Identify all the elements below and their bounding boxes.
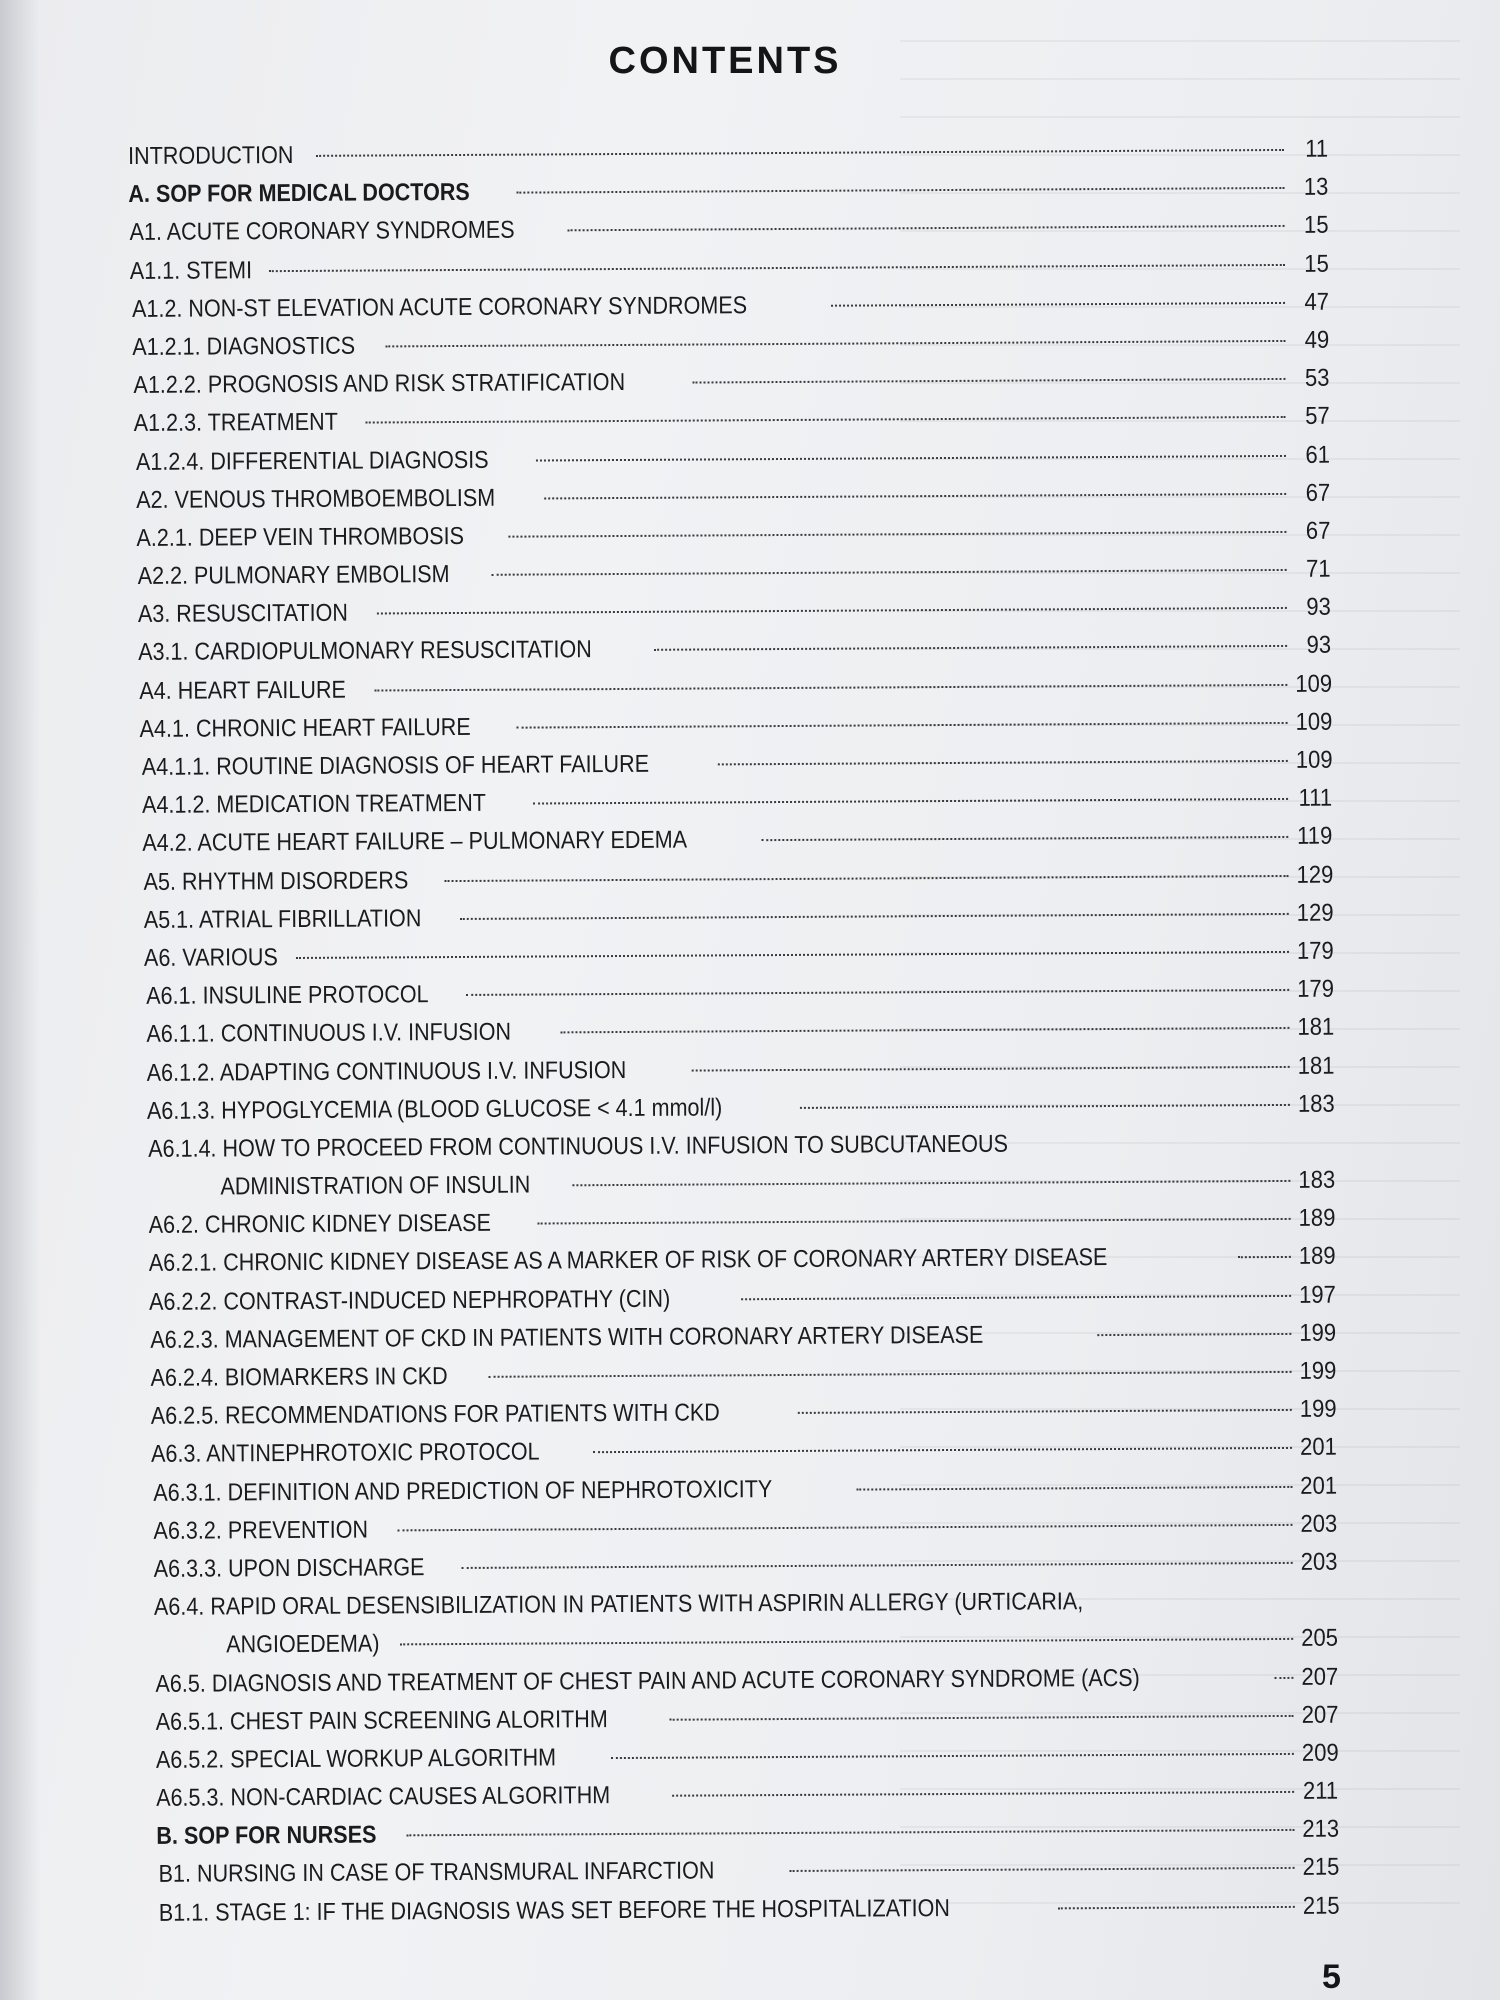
toc-entry-page: 189 xyxy=(1298,1204,1336,1233)
toc-entry-label: B1. NURSING IN CASE OF TRANSMURAL INFARCTION xyxy=(158,1857,715,1889)
toc-entry-page: 15 xyxy=(1304,250,1329,278)
toc-entry-label: A6.1.4. HOW TO PROCEED FROM CONTINUOUS I.V. INFUSION TO SUBCUTANEOUS xyxy=(148,1130,1008,1163)
dot-leader xyxy=(798,1409,1292,1414)
toc-entry-label: A6.4. RAPID ORAL DESENSIBILIZATION IN PATIENTS WITH ASPIRIN ALLERGY (URTICARIA, xyxy=(153,1588,1084,1622)
toc-entry-page: 199 xyxy=(1299,1357,1337,1385)
dot-leader xyxy=(1274,1676,1293,1678)
dot-leader xyxy=(572,1180,1290,1186)
toc-entry-label: INTRODUCTION xyxy=(128,141,294,170)
dot-leader xyxy=(397,1524,1292,1531)
toc-entry-page: 47 xyxy=(1304,288,1330,316)
toc-entry-page: 109 xyxy=(1295,746,1333,774)
toc-entry-label: A2.2. PULMONARY EMBOLISM xyxy=(137,561,450,591)
toc-entry-label: A1.2.4. DIFFERENTIAL DIAGNOSIS xyxy=(135,446,489,476)
dot-leader xyxy=(459,913,1288,920)
dot-leader xyxy=(761,836,1288,841)
dot-leader xyxy=(516,722,1287,729)
toc-entry-page: 215 xyxy=(1302,1892,1340,1920)
dot-leader xyxy=(611,1753,1294,1759)
dot-leader xyxy=(461,1562,1292,1569)
dot-leader xyxy=(445,874,1289,881)
toc-entry-label: A. SOP FOR MEDICAL DOCTORS xyxy=(128,179,470,209)
toc-entry-page: 67 xyxy=(1305,479,1331,507)
toc-entry-label: A4.1.2. MEDICATION TREATMENT xyxy=(141,790,486,820)
page-title: CONTENTS xyxy=(608,40,842,82)
toc-entry-page: 215 xyxy=(1302,1854,1340,1882)
toc-entry-label: A6.3. ANTINEPHROTOXIC PROTOCOL xyxy=(151,1438,541,1469)
dot-leader xyxy=(407,1829,1295,1836)
toc-entry-page: 201 xyxy=(1300,1472,1338,1500)
page-number: 5 xyxy=(1322,1958,1341,1996)
toc-entry-label: A6.1. INSULINE PROTOCOL xyxy=(145,981,429,1011)
toc-entry-page: 207 xyxy=(1301,1663,1339,1691)
dot-leader xyxy=(856,1485,1292,1490)
toc-entry-label: A6.2.5. RECOMMENDATIONS FOR PATIENTS WITH CKD xyxy=(151,1399,721,1431)
dot-leader xyxy=(492,569,1287,576)
toc-entry-label: A6.1.2. ADAPTING CONTINUOUS I.V. INFUSION xyxy=(146,1056,627,1087)
dot-leader xyxy=(800,1104,1290,1109)
toc-entry-page: 109 xyxy=(1295,670,1333,698)
toc-entry-page: 209 xyxy=(1301,1739,1339,1767)
dot-leader xyxy=(691,1065,1289,1071)
dot-leader xyxy=(269,263,1285,271)
toc-entry-label: A1. ACUTE CORONARY SYNDROMES xyxy=(129,217,516,247)
toc-entry-label: A6.1.1. CONTINUOUS I.V. INFUSION xyxy=(145,1018,511,1049)
dot-leader xyxy=(790,1867,1295,1872)
toc-entry-label: A5. RHYTHM DISORDERS xyxy=(143,866,409,896)
toc-entry-page: 199 xyxy=(1299,1319,1337,1347)
toc-entry-label: A1.2.2. PROGNOSIS AND RISK STRATIFICATION xyxy=(133,369,626,400)
toc-entry-label: A3. RESUSCITATION xyxy=(137,599,349,629)
dot-leader xyxy=(718,760,1288,765)
dot-leader xyxy=(508,531,1286,538)
toc-entry-page: 181 xyxy=(1297,1052,1335,1080)
dot-leader xyxy=(489,1371,1292,1378)
toc-entry-page: 129 xyxy=(1296,899,1334,927)
toc-entry-label-continued: ANGIOEDEMA) xyxy=(225,1630,380,1659)
toc-entry-page: 53 xyxy=(1304,364,1330,392)
toc-entry-label: B. SOP FOR NURSES xyxy=(156,1821,377,1851)
toc-entry-label: A6.2.3. MANAGEMENT OF CKD IN PATIENTS WITH CORONARY ARTERY DISEASE xyxy=(150,1321,984,1354)
dot-leader xyxy=(377,607,1287,615)
dot-leader xyxy=(1097,1333,1291,1336)
dot-leader xyxy=(692,378,1285,384)
toc-entry-page: 199 xyxy=(1299,1395,1337,1424)
toc-entry-label: A6.3.1. DEFINITION AND PREDICTION OF NEPHROTOXICITY xyxy=(152,1475,773,1507)
toc-entry-label: A6.5.2. SPECIAL WORKUP ALGORITHM xyxy=(156,1744,557,1774)
toc-entry-label: B1.1. STAGE 1: IF THE DIAGNOSIS WAS SET BEFORE THE HOSPITALIZATION xyxy=(158,1894,950,1927)
toc-entry-label: A1.2.1. DIAGNOSTICS xyxy=(131,332,356,361)
toc-entry-label: A3.1. CARDIOPULMONARY RESUSCITATION xyxy=(138,636,592,667)
toc-entry-label: A2. VENOUS THROMBOEMBOLISM xyxy=(135,484,495,514)
dot-leader xyxy=(536,454,1286,461)
dot-leader xyxy=(385,340,1285,347)
toc-entry-label: A1.2. NON-ST ELEVATION ACUTE CORONARY SYNDROMES xyxy=(131,291,747,323)
dot-leader xyxy=(296,951,1289,959)
toc-entry-page: 181 xyxy=(1297,1013,1335,1042)
toc-entry-label: A1.1. STEMI xyxy=(130,256,253,285)
toc-entry xyxy=(154,1582,1338,1666)
dot-leader xyxy=(533,798,1288,805)
toc-entry-label: A1.2.3. TREATMENT xyxy=(133,409,339,438)
toc-entry-label: A6.5.1. CHEST PAIN SCREENING ALORITHM xyxy=(155,1705,609,1736)
toc-entry-label: A6.2.4. BIOMARKERS IN CKD xyxy=(150,1363,449,1392)
toc-entry-page: 179 xyxy=(1297,975,1335,1003)
toc-entry-page: 57 xyxy=(1305,402,1330,431)
toc-entry-page: 119 xyxy=(1297,823,1333,851)
dot-leader xyxy=(593,1447,1292,1453)
dot-leader xyxy=(1057,1906,1294,1909)
toc-entry-page: 183 xyxy=(1298,1166,1336,1194)
toc-entry-label: A4. HEART FAILURE xyxy=(139,676,347,705)
toc-entry-page: 93 xyxy=(1306,632,1332,660)
toc-entry-page: 71 xyxy=(1306,555,1331,583)
toc-entry-page: 179 xyxy=(1296,937,1334,965)
dot-leader xyxy=(544,493,1286,500)
dot-leader xyxy=(654,645,1287,651)
dot-leader xyxy=(400,1638,1293,1645)
toc-entry-page: 109 xyxy=(1295,708,1333,736)
toc-entry-page: 93 xyxy=(1306,593,1331,622)
dot-leader xyxy=(672,1791,1294,1797)
toc-entry-label: A4.1.1. ROUTINE DIAGNOSIS OF HEART FAILURE xyxy=(141,750,649,781)
page-gutter-shadow xyxy=(0,0,40,2000)
toc-entry-label: A4.2. ACUTE HEART FAILURE – PULMONARY EDEMA xyxy=(142,826,687,858)
toc-entry-label: A6.2.1. CHRONIC KIDNEY DISEASE AS A MARKER OF RISK OF CORONARY ARTERY DISEASE xyxy=(148,1244,1108,1278)
toc-entry-page: 11 xyxy=(1305,135,1329,163)
dot-leader xyxy=(366,416,1286,424)
toc-entry-label: A4.1. CHRONIC HEART FAILURE xyxy=(139,713,472,743)
dot-leader xyxy=(374,684,1287,692)
toc-entry xyxy=(148,1124,1334,1208)
toc-entry-page: 183 xyxy=(1297,1090,1335,1118)
toc-entry-page: 189 xyxy=(1298,1243,1336,1271)
toc-entry-page: 49 xyxy=(1304,326,1330,354)
toc-entry-page: 129 xyxy=(1296,861,1334,889)
toc-entry-page: 213 xyxy=(1302,1815,1340,1844)
toc-entry-label: A5.1. ATRIAL FIBRILLATION xyxy=(143,904,422,934)
toc-entry-page: 211 xyxy=(1302,1777,1339,1805)
toc-entry-label: A6.5.3. NON-CARDIAC CAUSES ALGORITHM xyxy=(156,1782,611,1812)
toc-entry-page: 205 xyxy=(1301,1624,1339,1653)
table-of-contents xyxy=(128,131,1339,1933)
toc-entry xyxy=(158,1887,1339,1932)
toc-entry-label: A6.5. DIAGNOSIS AND TREATMENT OF CHEST PAIN AND ACUTE CORONARY SYNDROME (ACS) xyxy=(155,1664,1141,1698)
toc-entry-page: 15 xyxy=(1303,212,1329,240)
dot-leader xyxy=(670,1715,1294,1721)
toc-entry-label: A6.3.3. UPON DISCHARGE xyxy=(153,1554,425,1583)
toc-entry-page: 203 xyxy=(1300,1548,1338,1576)
toc-entry-label: A6. VARIOUS xyxy=(144,944,279,972)
toc-entry-label: A6.2. CHRONIC KIDNEY DISEASE xyxy=(148,1210,491,1240)
toc-entry-label: A6.2.2. CONTRAST-INDUCED NEPHROPATHY (CIN) xyxy=(149,1285,671,1316)
toc-entry-page: 61 xyxy=(1305,441,1331,469)
toc-entry-label: A6.1.3. HYPOGLYCEMIA (BLOOD GLUCOSE < 4.1 mmol/l) xyxy=(146,1094,722,1125)
toc-entry-page: 203 xyxy=(1300,1510,1338,1538)
toc-entry-page: 13 xyxy=(1303,173,1329,202)
dot-leader xyxy=(316,149,1284,157)
dot-leader xyxy=(538,1218,1291,1225)
dot-leader xyxy=(516,187,1284,194)
toc-entry-page: 207 xyxy=(1301,1701,1339,1729)
dot-leader xyxy=(467,989,1290,996)
toc-entry-page: 201 xyxy=(1299,1434,1337,1462)
dot-leader xyxy=(741,1295,1291,1300)
toc-entry-page: 197 xyxy=(1299,1281,1336,1309)
toc-entry-page: 111 xyxy=(1298,784,1333,813)
dot-leader xyxy=(1238,1256,1291,1258)
dot-leader xyxy=(567,225,1284,231)
dot-leader xyxy=(831,302,1285,307)
dot-leader xyxy=(560,1027,1289,1033)
toc-entry-label-continued: ADMINISTRATION OF INSULIN xyxy=(220,1171,531,1201)
toc-entry-label: A.2.1. DEEP VEIN THROMBOSIS xyxy=(135,522,464,552)
toc-entry-label: A6.3.2. PREVENTION xyxy=(153,1516,368,1545)
toc-entry-page: 67 xyxy=(1305,517,1331,545)
